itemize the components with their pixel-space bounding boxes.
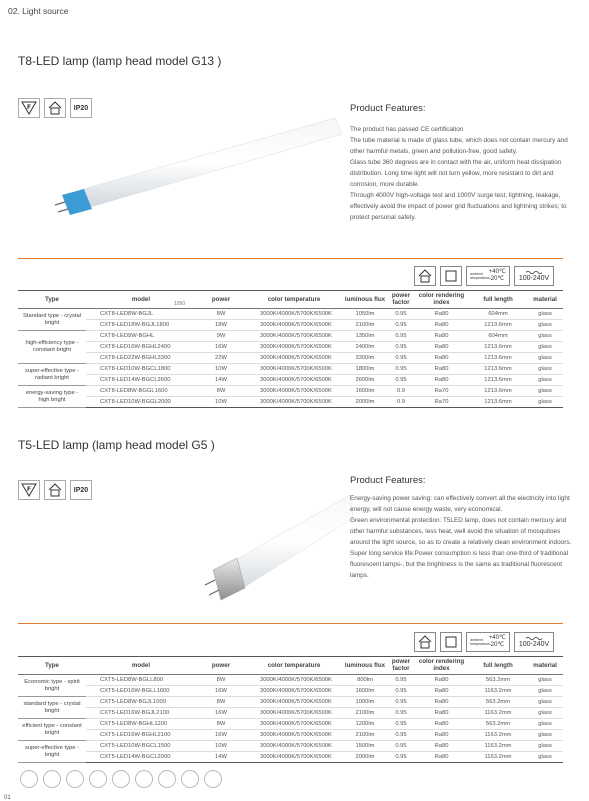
type-cell: efficient type - constant bright (18, 719, 86, 741)
column-header: model (86, 657, 196, 675)
table-cell: 3000K/4000K/5700K/6500K (246, 342, 342, 353)
t5-cert-icons (18, 480, 92, 500)
table-cell: 0.95 (388, 342, 414, 353)
table-cell: 0.95 (388, 697, 414, 708)
table-cell: CXT5-LED16W-BGHL2100 (86, 730, 196, 741)
table-cell: 3000K/4000K/5700K/6500K (246, 331, 342, 342)
table-cell: 2100lm (342, 708, 388, 719)
table-cell: 3000K/4000K/5700K/6500K (246, 320, 342, 331)
table-cell: glass (527, 397, 563, 408)
type-cell: standard type - crystal bright (18, 697, 86, 719)
table-cell: CXT5-LED8W-BGLL800 (86, 675, 196, 686)
table-row (18, 741, 563, 752)
table-cell: 0.9 (388, 386, 414, 397)
table-row (18, 342, 563, 353)
table-cell: Ra80 (414, 730, 469, 741)
table-cell: glass (527, 375, 563, 386)
table-cell: CXT5-LED10W-BGCL1500 (86, 741, 196, 752)
table-cell: CXT5-LED8W-BGHL1200 (86, 719, 196, 730)
table-cell: 2000lm (342, 397, 388, 408)
certification-logos (20, 770, 222, 788)
table-cell: glass (527, 675, 563, 686)
table-cell: 800lm (342, 675, 388, 686)
table-cell: 0.95 (388, 719, 414, 730)
table-cell: 10W (196, 741, 246, 752)
voltage-icon (514, 266, 554, 286)
table-cell: CXT8-LED16W-BGHL2400 (86, 342, 196, 353)
table-cell: 2600lm (342, 375, 388, 386)
table-cell: CXT5-LED8W-BGJL1000 (86, 697, 196, 708)
table-cell: 2400lm (342, 342, 388, 353)
ambient-label: ambient temperature (470, 272, 490, 280)
table-cell: 1600lm (342, 686, 388, 697)
table-cell: Ra80 (414, 353, 469, 364)
type-cell: energy-saving type - high bright (18, 386, 86, 408)
table-cell: 0.95 (388, 353, 414, 364)
table-cell: 16W (196, 708, 246, 719)
table-row (18, 375, 563, 386)
square-icon (440, 266, 462, 286)
table-row (18, 686, 563, 697)
table-cell: glass (527, 708, 563, 719)
table-cell: 8W (196, 386, 246, 397)
table-cell: 3000K/4000K/5700K/6500K (246, 697, 342, 708)
page-number: 01 (4, 795, 11, 801)
column-header: full length (469, 657, 527, 675)
table-cell: 1213.6mm (469, 342, 527, 353)
table-header-row (18, 657, 563, 675)
table-cell: CXT8-LED10W-BGGL2000 (86, 397, 196, 408)
column-header: power (196, 657, 246, 675)
table-cell: Ra80 (414, 752, 469, 763)
ip20-badge: IP20 (70, 98, 92, 118)
table-cell: 3300lm (342, 353, 388, 364)
column-header: material (527, 657, 563, 675)
table-cell: glass (527, 686, 563, 697)
table-cell: 3000K/4000K/5700K/6500K (246, 719, 342, 730)
t8-divider (18, 258, 563, 259)
table-cell: 3000K/4000K/5700K/6500K (246, 741, 342, 752)
table-cell: 0.95 (388, 686, 414, 697)
table-cell: 14W (196, 752, 246, 763)
table-cell: 0.95 (388, 741, 414, 752)
t5-spec-icons (414, 632, 554, 652)
table-cell: 22W (196, 353, 246, 364)
table-cell: CXT8-LED14W-BGCL2600 (86, 375, 196, 386)
t8-spec-table (18, 290, 563, 408)
type-cell: super-effective type - bright (18, 741, 86, 763)
table-cell: CXT8-LED18W-BGJL1800 (86, 320, 196, 331)
table-cell: 3000K/4000K/5700K/6500K (246, 752, 342, 763)
table-row (18, 364, 563, 375)
table-cell: 3000K/4000K/5700K/6500K (246, 397, 342, 408)
table-row (18, 309, 563, 320)
table-cell: 3000K/4000K/5700K/6500K (246, 686, 342, 697)
table-cell: 2000lm (342, 752, 388, 763)
table-cell: 0.95 (388, 320, 414, 331)
t5-features-text (350, 493, 575, 581)
rohs-logo-icon (20, 770, 38, 788)
table-cell: Ra70 (414, 386, 469, 397)
column-header: luminous flux (342, 291, 388, 309)
t8-spec-icons (414, 266, 554, 286)
type-cell: Standard type - crystal bright (18, 309, 86, 331)
table-cell: 3000K/4000K/5700K/6500K (246, 675, 342, 686)
table-row (18, 708, 563, 719)
table-cell: Ra80 (414, 375, 469, 386)
table-cell: 0.95 (388, 364, 414, 375)
table-cell: 1600lm (342, 386, 388, 397)
table-cell: 16W (196, 686, 246, 697)
table-header-row (18, 291, 563, 309)
t5-section-title: T5-LED lamp (lamp head model G5 ) (18, 438, 215, 452)
table-cell: Ra80 (414, 741, 469, 752)
column-header: color temperature (246, 657, 342, 675)
cert-logo-icon (181, 770, 199, 788)
table-cell: 1213.6mm (469, 353, 527, 364)
t8-features-title: Product Features: (350, 103, 426, 114)
table-cell: glass (527, 752, 563, 763)
temp-low: -20℃ (488, 276, 505, 282)
table-cell: 0.9 (388, 397, 414, 408)
t8-tube-image (20, 110, 345, 230)
temp-high: +40℃ (488, 635, 506, 641)
table-cell: CXT8-LED9W-BGHL (86, 331, 196, 342)
table-cell: Ra80 (414, 719, 469, 730)
t5-divider (18, 623, 563, 624)
t5-features-title: Product Features: (350, 475, 426, 486)
table-cell: 1163.2mm (469, 730, 527, 741)
table-row (18, 386, 563, 397)
table-cell: 2100lm (342, 730, 388, 741)
table-row (18, 320, 563, 331)
table-cell: 1213.6mm (469, 375, 527, 386)
table-cell: Ra80 (414, 342, 469, 353)
voltage-icon (514, 632, 554, 652)
section-header: 02. Light source (8, 6, 69, 16)
table-cell: Ra80 (414, 320, 469, 331)
table-cell: CXT5-LED16W-BGLL1600 (86, 686, 196, 697)
table-cell: glass (527, 730, 563, 741)
stray-annotation: 1050 (174, 301, 186, 307)
table-cell: 604mm (469, 331, 527, 342)
table-cell: 10W (196, 364, 246, 375)
table-row (18, 719, 563, 730)
table-cell: 1213.6mm (469, 386, 527, 397)
table-row (18, 752, 563, 763)
ambient-label: ambient temperature (470, 638, 490, 646)
table-cell: 0.95 (388, 309, 414, 320)
table-cell: 8W (196, 309, 246, 320)
table-cell: 16W (196, 730, 246, 741)
table-cell: 2100lm (342, 320, 388, 331)
house-icon (44, 480, 66, 500)
table-cell: 563.2mm (469, 675, 527, 686)
t8-section-title: T8-LED lamp (lamp head model G13 ) (18, 54, 222, 68)
f-mark-icon (18, 480, 40, 500)
table-cell: 1000lm (342, 697, 388, 708)
f-mark-letter: F (27, 105, 31, 111)
table-cell: glass (527, 386, 563, 397)
indoor-icon (414, 632, 436, 652)
table-row (18, 730, 563, 741)
table-cell: 10W (196, 397, 246, 408)
temp-high: +40℃ (488, 269, 506, 275)
table-cell: Ra80 (414, 331, 469, 342)
table-cell: 0.95 (388, 730, 414, 741)
table-cell: 1163.2mm (469, 708, 527, 719)
table-cell: Ra80 (414, 675, 469, 686)
cert-logo-icon (43, 770, 61, 788)
table-cell: Ra70 (414, 397, 469, 408)
table-cell: 563.2mm (469, 719, 527, 730)
t8-feature-2: The tube material is made of glass tube, which does not contain mercury and other harmful metals, green and pollution-free, good safety. (350, 137, 568, 155)
table-cell: 9W (196, 331, 246, 342)
square-icon (440, 632, 462, 652)
table-row (18, 397, 563, 408)
table-cell: 3000K/4000K/5700K/6500K (246, 375, 342, 386)
ambient-temperature-icon (466, 632, 510, 652)
column-header: luminous flux (342, 657, 388, 675)
table-cell: CXT8-LED8W-BGGL1600 (86, 386, 196, 397)
column-header: full length (469, 291, 527, 309)
ccc-logo-icon (89, 770, 107, 788)
t8-features-text (350, 124, 575, 223)
table-cell: 0.95 (388, 708, 414, 719)
table-cell: glass (527, 309, 563, 320)
table-cell: glass (527, 719, 563, 730)
table-cell: CXT8-LED22W-BGHL3300 (86, 353, 196, 364)
table-cell: glass (527, 364, 563, 375)
table-cell: 3000K/4000K/5700K/6500K (246, 708, 342, 719)
table-cell: glass (527, 353, 563, 364)
t5-feature-1: Energy-saving power saving: can effectively convert all the electricity into light energy, will not cause energy waste, very economical. (350, 495, 570, 513)
column-header: color rendering index (414, 657, 469, 675)
table-cell: 1050lm (342, 309, 388, 320)
cert-logo-icon (135, 770, 153, 788)
table-cell: 1350lm (342, 331, 388, 342)
table-cell: glass (527, 320, 563, 331)
column-header: Type (18, 657, 86, 675)
table-cell: 0.95 (388, 752, 414, 763)
table-cell: 8W (196, 697, 246, 708)
cert-logo-icon (112, 770, 130, 788)
table-cell: 1213.6mm (469, 397, 527, 408)
table-cell: 8W (196, 675, 246, 686)
table-cell: 1163.2mm (469, 686, 527, 697)
indoor-icon (414, 266, 436, 286)
table-cell: glass (527, 741, 563, 752)
voltage-range: 100-240V (518, 275, 550, 282)
cert-logo-icon (204, 770, 222, 788)
table-cell: 604mm (469, 309, 527, 320)
table-cell: 3000K/4000K/5700K/6500K (246, 353, 342, 364)
table-cell: 3000K/4000K/5700K/6500K (246, 730, 342, 741)
table-cell: 0.95 (388, 331, 414, 342)
column-header: power factor (388, 291, 414, 309)
column-header: power (196, 291, 246, 309)
temp-low: -20℃ (488, 642, 505, 648)
f-mark-letter: F (27, 487, 31, 493)
table-cell: Ra80 (414, 697, 469, 708)
table-cell: Ra80 (414, 309, 469, 320)
t8-feature-1: The product has passed CE certification (350, 126, 464, 133)
ip20-badge: IP20 (70, 480, 92, 500)
table-cell: 0.95 (388, 675, 414, 686)
table-cell: Ra80 (414, 708, 469, 719)
table-cell: CXT5-LED16W-BGJL2100 (86, 708, 196, 719)
table-cell: 16W (196, 342, 246, 353)
table-cell: CXT8-LED10W-BGCL1800 (86, 364, 196, 375)
table-cell: Ra80 (414, 364, 469, 375)
table-cell: 0.95 (388, 375, 414, 386)
table-cell: glass (527, 342, 563, 353)
table-row (18, 675, 563, 686)
table-cell: 1213.6mm (469, 364, 527, 375)
table-row (18, 353, 563, 364)
table-cell: 1213.6mm (469, 320, 527, 331)
table-cell: 1800lm (342, 364, 388, 375)
table-cell: CXT8-LED8W-BGJL (86, 309, 196, 320)
voltage-range: 100-240V (518, 641, 550, 648)
column-header: material (527, 291, 563, 309)
t5-tube-image (175, 490, 355, 620)
column-header: color rendering index (414, 291, 469, 309)
table-row (18, 697, 563, 708)
table-cell: glass (527, 331, 563, 342)
table-cell: 3000K/4000K/5700K/6500K (246, 309, 342, 320)
t8-feature-4: Through 4000V high-voltage test and 1000V surge test, lightning, leakage, effectively avoid the impact of power grid fluctuations and lightning strikes; to protect personal safety. (350, 192, 567, 221)
column-header: color temperature (246, 291, 342, 309)
table-cell: 3000K/4000K/5700K/6500K (246, 364, 342, 375)
column-header: power factor (388, 657, 414, 675)
table-cell: 8W (196, 719, 246, 730)
table-row (18, 331, 563, 342)
type-cell: super-effective type - radiant bright (18, 364, 86, 386)
table-cell: 1163.2mm (469, 741, 527, 752)
cert-logo-icon (66, 770, 84, 788)
t5-feature-3: Super long service life:Power consumption is less than one-third of traditional fluorescent lamps-, but the brightness is the same as traditional fluorescent lamps. (350, 550, 569, 579)
t5-spec-table (18, 656, 563, 763)
table-cell: glass (527, 697, 563, 708)
ambient-temperature-icon (466, 266, 510, 286)
table-cell: 3000K/4000K/5700K/6500K (246, 386, 342, 397)
table-cell: 563.2mm (469, 697, 527, 708)
table-cell: CXT5-LED14W-BGCL2000 (86, 752, 196, 763)
t8-feature-3: Glass tube 360 degrees are in contact with the air, uniform heat dissipation distribution. Long time light will not turn yellow, more resistant to dirt and corrosion, more durable. (350, 159, 562, 188)
type-cell: Economic type - spirit bright (18, 675, 86, 697)
table-cell: 1163.2mm (469, 752, 527, 763)
table-cell: 1500lm (342, 741, 388, 752)
column-header: Type (18, 291, 86, 309)
cert-logo-icon (158, 770, 176, 788)
table-cell: 1200lm (342, 719, 388, 730)
table-cell: 14W (196, 375, 246, 386)
column-header: model (86, 291, 196, 309)
table-cell: Ra80 (414, 686, 469, 697)
table-cell: 18W (196, 320, 246, 331)
type-cell: high-efficiency type - constant bright (18, 331, 86, 364)
t5-feature-2: Green environmental protection: T5LED lamp, does not contain mercury and other harmful substances, less heat, well avoid the situation of mosquitoes around the light source, so as to create a relatively clean environment indoors. (350, 517, 572, 546)
